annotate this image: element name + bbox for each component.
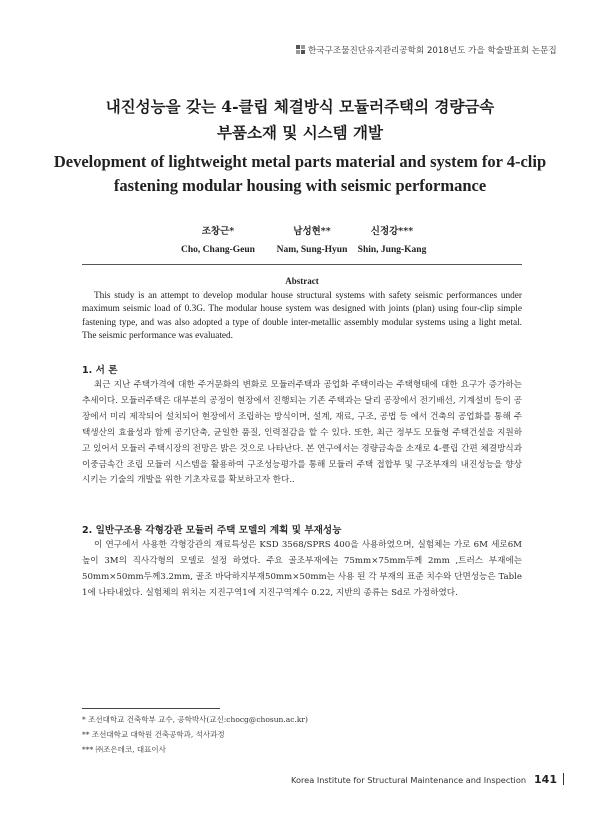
title-korean — [40, 94, 560, 146]
author-name-korean: 남성현** — [293, 226, 331, 237]
footnote: ** 조선대학교 대학원 건축공학과, 석사과정 — [82, 729, 225, 739]
title-english — [40, 150, 560, 198]
running-header — [296, 44, 557, 56]
footer-text: Korea Institute for Structural Maintenance and Inspection — [291, 775, 527, 785]
section-body: 최근 지난 주택가격에 대한 주거문화의 변화로 모듈러주택과 공업화 주택이라는 주택형태에 대한 요구가 증가하는 추세이다. 모듈러주택은 대부분의 공정이 현장에서 진행되는 기존 주택과는 달리 공장에서 전기배선, 기계설비 등이 공장에서 미리 제작되어 설치되어 현장에서 조립하는 방식이며, 설계, 재료, 구조, 공법 등 에서 건축의 공업화를 통해 주택생산의 효율성과 함께 공기단축, 균일한 품질, 인력절감을 할 수 있다. 또한, 최근 정부도 모듈형 주택건설을 지원하고 있어서 모듈러 주택시장의 전망은 밝은 것으로 나타난다. 본 연구에서는 경량금속을 소재로 4-클립 간편 체결방식과 이중금속간 조립 모듈러 시스템을 활용하여 구조성능평가를 통해 모듈러 주택 접합부 및 구조부재의 내진성능을 향상시키는 기술의 개발을 위한 기초자료를 확보하고자 한다.. — [82, 380, 522, 486]
section-heading: 2. 일반구조용 각형강관 모듈러 주택 모델의 계획 및 부재성능 — [82, 525, 342, 536]
author-3 — [332, 225, 452, 257]
author-name-english: Nam, Sung-Hyun — [276, 245, 348, 255]
section-heading: 1. 서 론 — [82, 365, 118, 376]
running-header-text: 한국구조물진단유지관리공학회 2018년도 가을 학술발표회 논문집 — [308, 46, 557, 56]
abstract-body: This study is an attempt to develop modular house structural systems with safety seismic performances under maximum seismic load of 0.3G. The modular house system was designed with joints (plan) using four-clip simple fastening type, and was also adopted a type of double inter-metallic assembly modular systems using a light metal. The seismic performance was evaluated. — [82, 291, 522, 342]
abstract-heading: Abstract — [285, 276, 319, 286]
title-english-line2: fastening modular housing with seismic performance — [113, 176, 487, 195]
author-name-korean: 조창근* — [201, 226, 235, 237]
author-name-english: Shin, Jung-Kang — [357, 245, 427, 255]
author-name-english: Cho, Chang-Geun — [181, 245, 255, 255]
section-body: 이 연구에서 사용한 각형강관의 재료특성은 KSD 3568/SPRS 400을 사용하였으며, 실험체는 가로 6M 세로6M 높이 3M의 직사각형의 모델로 설정 하였다. 주요 골조부재에는 75mm×75mm두께 2mm ,트러스 부재에는50mm×50mm두께3.2mm, 골조 바닥하지부재50mm×50mm는 사용 된 각 부재의 표준 치수와 단면성능은 Table 1에 나타내었다. 실험체의 위치는 지진구역1에 지진구역계수 0.22, 지반의 종류는 Sd로 가정하였다. — [82, 540, 522, 598]
footnotes — [82, 713, 522, 757]
footnote: *** ㈜조은데코, 대표이사 — [82, 744, 166, 754]
journal-logo-icon — [296, 45, 305, 54]
footnote: * 조선대학교 건축학부 교수, 공학박사(교신:chocg@chosun.ac.kr) — [82, 715, 308, 724]
page-footer — [291, 773, 564, 786]
title-english-line1: Development of lightweight metal parts material and system for 4-clip — [53, 152, 547, 171]
author-name-korean: 신정강*** — [370, 226, 414, 237]
footer-divider — [563, 773, 564, 785]
footnote-rule — [82, 708, 220, 709]
page-number: 141 — [534, 773, 557, 786]
abstract-top-rule — [82, 264, 522, 265]
title-korean-line2: 부품소재 및 시스템 개발 — [217, 123, 383, 142]
title-korean-line1: 내진성능을 갖는 4-클립 체결방식 모듈러주택의 경량금속 — [105, 97, 495, 116]
